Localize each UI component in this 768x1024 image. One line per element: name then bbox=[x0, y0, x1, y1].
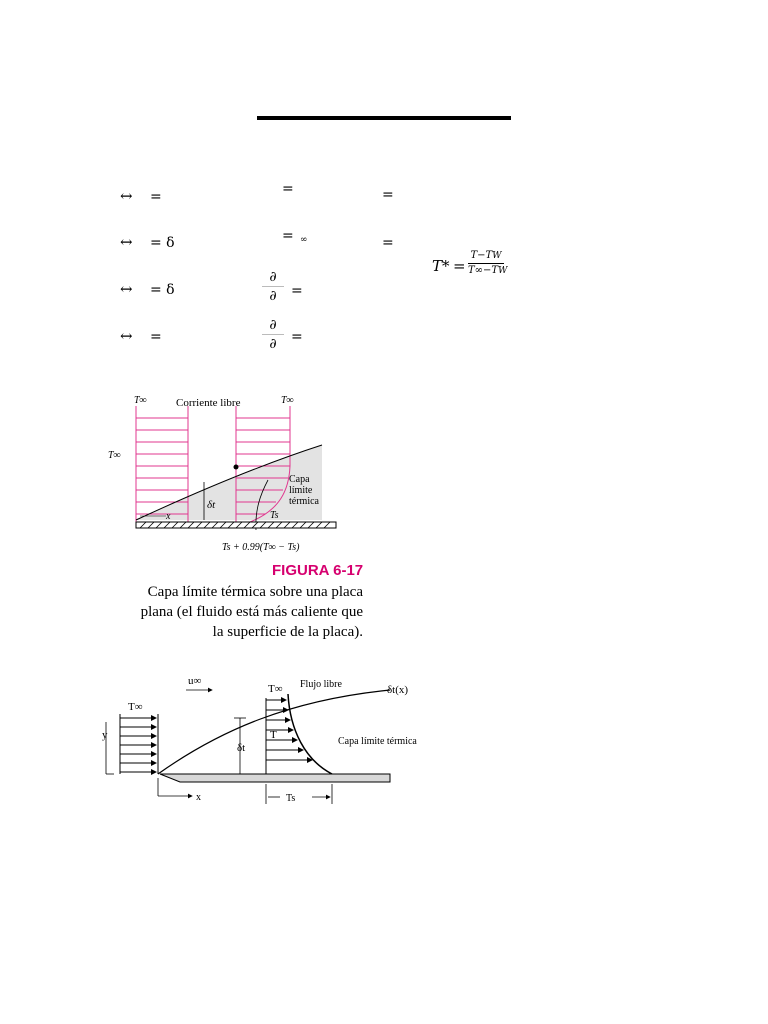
tstar-denominator-sub: W bbox=[498, 266, 508, 276]
condition-equals: = bbox=[382, 187, 394, 203]
label-ts: Ts bbox=[270, 510, 279, 521]
label-layer-1: Capa bbox=[289, 474, 310, 485]
condition-equals: = bbox=[382, 235, 394, 251]
tstar-numerator-sub: W bbox=[492, 251, 502, 261]
tstar-numerator bbox=[468, 250, 504, 262]
label-thermal-layer: Capa límite térmica bbox=[338, 736, 417, 747]
label-delta-t: δt bbox=[207, 499, 216, 511]
label-layer-3: térmica bbox=[289, 496, 319, 507]
equivalence-arrow: ↔ bbox=[120, 187, 133, 205]
equivalence-arrow: ↔ bbox=[120, 233, 133, 251]
label-tinf-left: T∞ bbox=[134, 395, 147, 406]
profile-marker bbox=[234, 465, 239, 470]
label-formula: Ts + 0.99(T∞ − Ts) bbox=[222, 542, 300, 553]
infinity-subscript: ∞ bbox=[300, 235, 308, 245]
partial-denominator: ∂ bbox=[269, 288, 277, 304]
tstar-equals: = bbox=[453, 257, 466, 275]
partial-denominator: ∂ bbox=[269, 336, 277, 352]
label-x: x bbox=[196, 792, 201, 803]
fraction-bar bbox=[262, 334, 284, 335]
label-delta-x: δt(x) bbox=[387, 684, 409, 696]
label-tinf-side: T∞ bbox=[108, 450, 121, 461]
partial-derivative bbox=[262, 270, 284, 303]
label-free-stream: Corriente libre bbox=[176, 397, 241, 409]
temperature-profile-curve bbox=[288, 694, 332, 774]
figure-title: FIGURA 6-17 bbox=[272, 562, 364, 579]
figure-caption bbox=[100, 582, 363, 642]
label-tinf-profile: T∞ bbox=[268, 683, 283, 695]
plate bbox=[160, 774, 390, 782]
label-tinf-left: T∞ bbox=[128, 701, 143, 713]
dimensionless-temperature-formula bbox=[432, 250, 542, 280]
caption-line: la superficie de la placa). bbox=[212, 624, 363, 640]
inlet-velocity-arrows bbox=[120, 718, 156, 772]
label-delta: δt bbox=[237, 742, 246, 754]
condition-equals-delta: = δ bbox=[150, 282, 175, 298]
caption-line: Capa límite térmica sobre una placa bbox=[147, 584, 363, 600]
equivalence-arrow: ↔ bbox=[120, 327, 133, 345]
label-u-inf: u∞ bbox=[188, 675, 202, 687]
derivative-equals: = bbox=[291, 329, 303, 345]
tstar-denominator bbox=[468, 265, 508, 277]
label-free-flow: Flujo libre bbox=[300, 679, 342, 690]
tstar-denominator-text: T∞−T bbox=[468, 265, 499, 276]
condition-equals: = bbox=[150, 329, 162, 345]
thermal-boundary-layer-figure bbox=[100, 390, 350, 555]
condition-equals: = bbox=[282, 228, 294, 244]
tstar-numerator-text: T−T bbox=[470, 250, 493, 261]
equivalence-arrow: ↔ bbox=[120, 280, 133, 298]
label-layer-2: límite bbox=[289, 485, 313, 496]
label-tinf-right: T∞ bbox=[281, 395, 294, 406]
partial-numerator: ∂ bbox=[269, 269, 277, 285]
tstar-fraction bbox=[468, 250, 508, 277]
label-ts: Ts bbox=[286, 793, 296, 804]
label-x: x bbox=[166, 511, 171, 522]
condition-equals: = bbox=[282, 181, 294, 197]
tstar-lhs: T* bbox=[432, 257, 450, 275]
partial-numerator: ∂ bbox=[269, 317, 277, 333]
derivative-equals: = bbox=[291, 283, 303, 299]
caption-line: plana (el fluido está más caliente que bbox=[140, 604, 363, 620]
partial-derivative bbox=[262, 318, 284, 351]
plate bbox=[136, 522, 336, 528]
condition-equals-delta: = δ bbox=[150, 235, 175, 251]
label-T: T bbox=[270, 729, 277, 741]
condition-equals: = bbox=[150, 189, 162, 205]
title-rule bbox=[257, 116, 511, 120]
fraction-bar bbox=[262, 286, 284, 287]
label-y: y bbox=[102, 729, 108, 741]
tstar-fraction-bar bbox=[468, 263, 504, 264]
thermal-boundary-layer-schematic bbox=[100, 670, 440, 815]
